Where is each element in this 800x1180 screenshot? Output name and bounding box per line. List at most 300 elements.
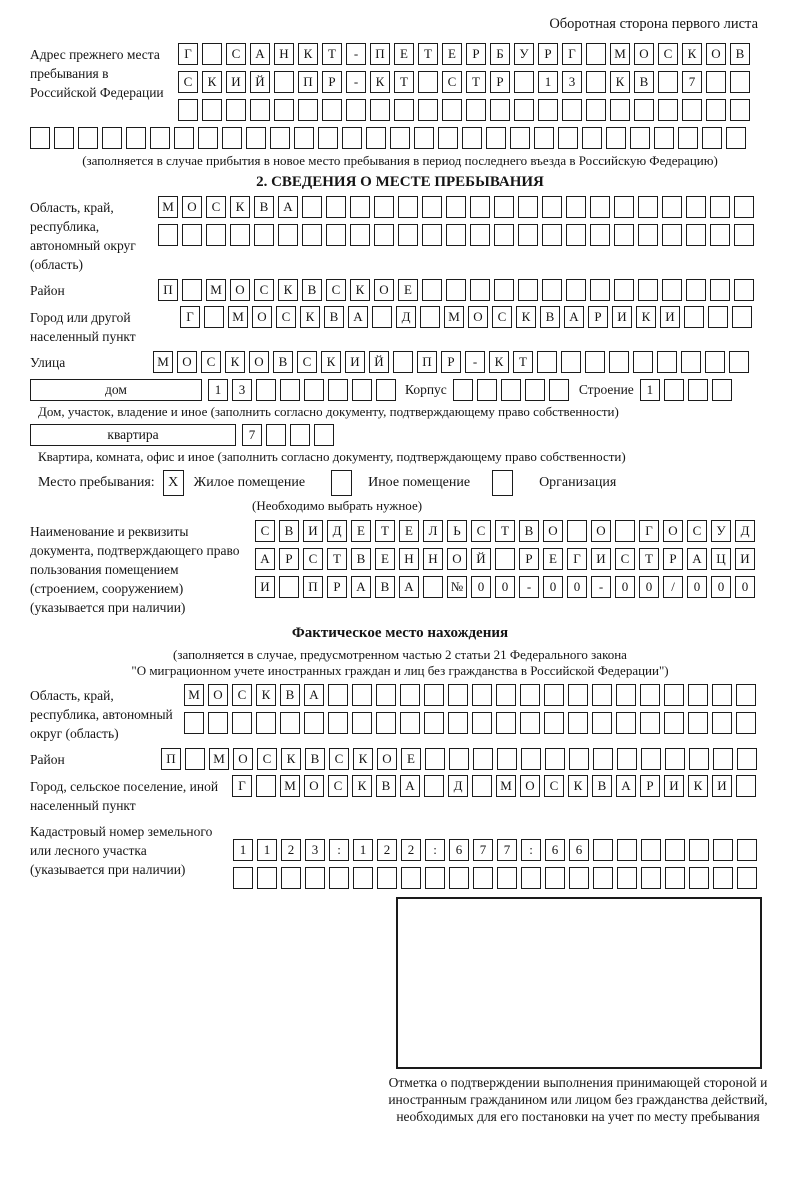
char-cell[interactable]: С	[206, 196, 226, 218]
char-cell[interactable]	[730, 71, 750, 93]
checkbox-other-premises[interactable]	[331, 470, 352, 496]
char-cell[interactable]	[641, 748, 661, 770]
char-cell[interactable]: Т	[418, 43, 438, 65]
char-cell[interactable]	[246, 127, 266, 149]
char-cell[interactable]	[446, 224, 466, 246]
char-cell[interactable]	[318, 127, 338, 149]
char-cell[interactable]: С	[255, 520, 275, 542]
char-cell[interactable]	[424, 775, 444, 797]
char-cell[interactable]: С	[178, 71, 198, 93]
char-cell[interactable]: Ь	[447, 520, 467, 542]
char-cell[interactable]	[184, 712, 204, 734]
char-cell[interactable]: Н	[399, 548, 419, 570]
char-cell[interactable]: 0	[471, 576, 491, 598]
char-cell[interactable]	[497, 748, 517, 770]
char-cell[interactable]: Б	[490, 43, 510, 65]
char-cell[interactable]	[278, 224, 298, 246]
char-cell[interactable]	[590, 224, 610, 246]
char-cell[interactable]	[737, 867, 757, 889]
char-cell[interactable]: Л	[423, 520, 443, 542]
char-cell[interactable]: Г	[639, 520, 659, 542]
char-cell[interactable]: 0	[711, 576, 731, 598]
char-cell[interactable]	[206, 224, 226, 246]
char-cell[interactable]	[150, 127, 170, 149]
char-cell[interactable]	[710, 279, 730, 301]
char-cell[interactable]	[610, 99, 630, 121]
char-cell[interactable]	[422, 224, 442, 246]
char-cell[interactable]	[490, 99, 510, 121]
char-cell[interactable]: /	[663, 576, 683, 598]
char-cell[interactable]: 2	[401, 839, 421, 861]
char-cell[interactable]	[256, 775, 276, 797]
char-cell[interactable]: :	[329, 839, 349, 861]
char-cell[interactable]	[616, 712, 636, 734]
char-cell[interactable]: В	[376, 775, 396, 797]
char-cell[interactable]	[537, 351, 557, 373]
char-cell[interactable]: У	[514, 43, 534, 65]
char-cell[interactable]	[501, 379, 521, 401]
char-cell[interactable]: Е	[401, 748, 421, 770]
char-cell[interactable]: П	[417, 351, 437, 373]
char-cell[interactable]	[689, 839, 709, 861]
checkbox-residential[interactable]: X	[163, 470, 184, 496]
char-cell[interactable]	[585, 351, 605, 373]
char-cell[interactable]: Р	[466, 43, 486, 65]
char-cell[interactable]	[298, 99, 318, 121]
char-cell[interactable]	[726, 127, 746, 149]
char-cell[interactable]	[420, 306, 440, 328]
char-cell[interactable]	[590, 279, 610, 301]
char-cell[interactable]: В	[375, 576, 395, 598]
char-cell[interactable]: С	[297, 351, 317, 373]
char-cell[interactable]	[398, 224, 418, 246]
char-cell[interactable]	[353, 867, 373, 889]
char-cell[interactable]	[376, 379, 396, 401]
char-cell[interactable]	[521, 748, 541, 770]
char-cell[interactable]	[592, 712, 612, 734]
char-cell[interactable]: -	[346, 71, 366, 93]
char-cell[interactable]: 3	[562, 71, 582, 93]
char-cell[interactable]: К	[682, 43, 702, 65]
char-cell[interactable]: К	[516, 306, 536, 328]
char-cell[interactable]	[232, 712, 252, 734]
char-cell[interactable]	[518, 279, 538, 301]
char-cell[interactable]	[222, 127, 242, 149]
char-cell[interactable]	[370, 99, 390, 121]
char-cell[interactable]	[202, 99, 222, 121]
char-cell[interactable]: О	[177, 351, 197, 373]
char-cell[interactable]	[374, 196, 394, 218]
char-cell[interactable]	[400, 684, 420, 706]
char-cell[interactable]	[473, 748, 493, 770]
char-cell[interactable]	[182, 224, 202, 246]
char-cell[interactable]	[250, 99, 270, 121]
char-cell[interactable]: Р	[588, 306, 608, 328]
char-cell[interactable]: К	[352, 775, 372, 797]
char-cell[interactable]	[640, 684, 660, 706]
char-cell[interactable]	[544, 684, 564, 706]
char-cell[interactable]: С	[257, 748, 277, 770]
char-cell[interactable]	[514, 99, 534, 121]
char-cell[interactable]: 1	[233, 839, 253, 861]
char-cell[interactable]	[520, 684, 540, 706]
char-cell[interactable]	[329, 867, 349, 889]
char-cell[interactable]	[689, 748, 709, 770]
char-cell[interactable]: Г	[180, 306, 200, 328]
char-cell[interactable]	[281, 867, 301, 889]
char-cell[interactable]	[449, 867, 469, 889]
char-cell[interactable]: С	[303, 548, 323, 570]
char-cell[interactable]: Г	[567, 548, 587, 570]
char-cell[interactable]	[54, 127, 74, 149]
char-cell[interactable]: Д	[327, 520, 347, 542]
char-cell[interactable]: К	[298, 43, 318, 65]
char-cell[interactable]: М	[209, 748, 229, 770]
char-cell[interactable]: :	[521, 839, 541, 861]
char-cell[interactable]	[422, 196, 442, 218]
char-cell[interactable]	[593, 748, 613, 770]
char-cell[interactable]	[736, 712, 756, 734]
char-cell[interactable]	[280, 379, 300, 401]
char-cell[interactable]	[510, 127, 530, 149]
char-cell[interactable]: С	[201, 351, 221, 373]
char-cell[interactable]	[521, 867, 541, 889]
char-cell[interactable]	[270, 127, 290, 149]
char-cell[interactable]	[710, 224, 730, 246]
char-cell[interactable]: К	[353, 748, 373, 770]
char-cell[interactable]	[274, 99, 294, 121]
char-cell[interactable]: 0	[495, 576, 515, 598]
char-cell[interactable]	[102, 127, 122, 149]
char-cell[interactable]	[233, 867, 253, 889]
char-cell[interactable]: В	[730, 43, 750, 65]
char-cell[interactable]	[567, 520, 587, 542]
char-cell[interactable]: С	[615, 548, 635, 570]
char-cell[interactable]	[593, 839, 613, 861]
char-cell[interactable]	[350, 224, 370, 246]
char-cell[interactable]	[326, 196, 346, 218]
char-cell[interactable]	[472, 775, 492, 797]
char-cell[interactable]: О	[706, 43, 726, 65]
char-cell[interactable]	[398, 196, 418, 218]
char-cell[interactable]	[713, 867, 733, 889]
char-cell[interactable]: В	[351, 548, 371, 570]
char-cell[interactable]	[549, 379, 569, 401]
char-cell[interactable]	[178, 99, 198, 121]
char-cell[interactable]: С	[226, 43, 246, 65]
char-cell[interactable]	[710, 196, 730, 218]
char-cell[interactable]	[614, 196, 634, 218]
char-cell[interactable]	[633, 351, 653, 373]
char-cell[interactable]	[730, 99, 750, 121]
char-cell[interactable]: У	[711, 520, 731, 542]
char-cell[interactable]: О	[468, 306, 488, 328]
char-cell[interactable]: Р	[441, 351, 461, 373]
char-cell[interactable]	[472, 684, 492, 706]
char-cell[interactable]	[688, 684, 708, 706]
char-cell[interactable]: Т	[322, 43, 342, 65]
char-cell[interactable]: А	[278, 196, 298, 218]
char-cell[interactable]	[328, 379, 348, 401]
char-cell[interactable]: К	[321, 351, 341, 373]
char-cell[interactable]	[640, 712, 660, 734]
char-cell[interactable]: В	[592, 775, 612, 797]
char-cell[interactable]: Р	[663, 548, 683, 570]
char-cell[interactable]	[254, 224, 274, 246]
char-cell[interactable]	[497, 867, 517, 889]
char-cell[interactable]: И	[664, 775, 684, 797]
char-cell[interactable]	[423, 576, 443, 598]
char-cell[interactable]	[705, 351, 725, 373]
char-cell[interactable]: С	[328, 775, 348, 797]
char-cell[interactable]	[438, 127, 458, 149]
char-cell[interactable]: Р	[490, 71, 510, 93]
char-cell[interactable]: Р	[640, 775, 660, 797]
char-cell[interactable]	[494, 196, 514, 218]
char-cell[interactable]: Й	[369, 351, 389, 373]
char-cell[interactable]	[376, 684, 396, 706]
char-cell[interactable]: С	[658, 43, 678, 65]
char-cell[interactable]: Г	[178, 43, 198, 65]
char-cell[interactable]	[496, 712, 516, 734]
char-cell[interactable]	[566, 196, 586, 218]
char-cell[interactable]	[401, 867, 421, 889]
char-cell[interactable]: К	[230, 196, 250, 218]
char-cell[interactable]: М	[610, 43, 630, 65]
char-cell[interactable]: О	[543, 520, 563, 542]
char-cell[interactable]	[614, 224, 634, 246]
char-cell[interactable]: П	[158, 279, 178, 301]
char-cell[interactable]: К	[256, 684, 276, 706]
char-cell[interactable]	[304, 712, 324, 734]
char-cell[interactable]: 0	[615, 576, 635, 598]
char-cell[interactable]: Д	[396, 306, 416, 328]
char-cell[interactable]	[641, 867, 661, 889]
char-cell[interactable]	[322, 99, 342, 121]
char-cell[interactable]	[566, 279, 586, 301]
char-cell[interactable]	[518, 224, 538, 246]
char-cell[interactable]	[634, 99, 654, 121]
apartment-type-box[interactable]: квартира	[30, 424, 236, 446]
house-type-box[interactable]: дом	[30, 379, 202, 401]
char-cell[interactable]: О	[447, 548, 467, 570]
char-cell[interactable]: 1	[208, 379, 228, 401]
char-cell[interactable]	[256, 379, 276, 401]
char-cell[interactable]	[712, 712, 732, 734]
char-cell[interactable]: С	[254, 279, 274, 301]
char-cell[interactable]: 2	[281, 839, 301, 861]
char-cell[interactable]	[566, 224, 586, 246]
char-cell[interactable]	[706, 99, 726, 121]
char-cell[interactable]	[664, 684, 684, 706]
char-cell[interactable]: Р	[519, 548, 539, 570]
char-cell[interactable]: А	[255, 548, 275, 570]
char-cell[interactable]	[376, 712, 396, 734]
char-cell[interactable]: 6	[569, 839, 589, 861]
char-cell[interactable]	[641, 839, 661, 861]
char-cell[interactable]	[30, 127, 50, 149]
char-cell[interactable]	[226, 99, 246, 121]
char-cell[interactable]: В	[634, 71, 654, 93]
char-cell[interactable]: Т	[495, 520, 515, 542]
char-cell[interactable]	[346, 99, 366, 121]
char-cell[interactable]	[453, 379, 473, 401]
char-cell[interactable]	[638, 196, 658, 218]
char-cell[interactable]: С	[544, 775, 564, 797]
char-cell[interactable]: -	[465, 351, 485, 373]
char-cell[interactable]	[448, 684, 468, 706]
char-cell[interactable]: В	[519, 520, 539, 542]
char-cell[interactable]: К	[489, 351, 509, 373]
char-cell[interactable]: А	[304, 684, 324, 706]
char-cell[interactable]	[658, 99, 678, 121]
char-cell[interactable]	[514, 71, 534, 93]
char-cell[interactable]: О	[591, 520, 611, 542]
char-cell[interactable]	[657, 351, 677, 373]
char-cell[interactable]: 3	[305, 839, 325, 861]
char-cell[interactable]: Е	[399, 520, 419, 542]
char-cell[interactable]	[185, 748, 205, 770]
char-cell[interactable]: 1	[353, 839, 373, 861]
char-cell[interactable]: Т	[327, 548, 347, 570]
char-cell[interactable]	[525, 379, 545, 401]
char-cell[interactable]	[472, 712, 492, 734]
char-cell[interactable]: Н	[274, 43, 294, 65]
char-cell[interactable]: С	[492, 306, 512, 328]
char-cell[interactable]	[486, 127, 506, 149]
char-cell[interactable]: М	[206, 279, 226, 301]
char-cell[interactable]	[473, 867, 493, 889]
char-cell[interactable]: Т	[513, 351, 533, 373]
char-cell[interactable]	[204, 306, 224, 328]
char-cell[interactable]	[377, 867, 397, 889]
char-cell[interactable]	[662, 224, 682, 246]
char-cell[interactable]	[390, 127, 410, 149]
char-cell[interactable]	[495, 548, 515, 570]
char-cell[interactable]	[712, 684, 732, 706]
char-cell[interactable]	[665, 867, 685, 889]
char-cell[interactable]: А	[616, 775, 636, 797]
char-cell[interactable]: А	[400, 775, 420, 797]
char-cell[interactable]: И	[612, 306, 632, 328]
char-cell[interactable]	[304, 379, 324, 401]
char-cell[interactable]: Й	[250, 71, 270, 93]
char-cell[interactable]: Е	[394, 43, 414, 65]
char-cell[interactable]: 7	[682, 71, 702, 93]
char-cell[interactable]	[630, 127, 650, 149]
char-cell[interactable]	[422, 279, 442, 301]
char-cell[interactable]	[342, 127, 362, 149]
char-cell[interactable]: К	[370, 71, 390, 93]
char-cell[interactable]	[448, 712, 468, 734]
char-cell[interactable]	[732, 306, 752, 328]
char-cell[interactable]	[542, 279, 562, 301]
char-cell[interactable]	[569, 867, 589, 889]
char-cell[interactable]: М	[444, 306, 464, 328]
char-cell[interactable]: К	[350, 279, 370, 301]
char-cell[interactable]	[616, 684, 636, 706]
char-cell[interactable]: О	[304, 775, 324, 797]
char-cell[interactable]: 2	[377, 839, 397, 861]
char-cell[interactable]	[305, 867, 325, 889]
char-cell[interactable]	[198, 127, 218, 149]
char-cell[interactable]: Е	[442, 43, 462, 65]
char-cell[interactable]	[638, 224, 658, 246]
char-cell[interactable]: 1	[538, 71, 558, 93]
char-cell[interactable]	[202, 43, 222, 65]
char-cell[interactable]: О	[374, 279, 394, 301]
char-cell[interactable]	[542, 196, 562, 218]
char-cell[interactable]	[614, 279, 634, 301]
char-cell[interactable]: 0	[687, 576, 707, 598]
char-cell[interactable]	[734, 224, 754, 246]
char-cell[interactable]: С	[326, 279, 346, 301]
char-cell[interactable]: В	[279, 520, 299, 542]
char-cell[interactable]	[294, 127, 314, 149]
char-cell[interactable]	[713, 839, 733, 861]
char-cell[interactable]	[366, 127, 386, 149]
char-cell[interactable]	[470, 279, 490, 301]
char-cell[interactable]	[737, 839, 757, 861]
char-cell[interactable]	[414, 127, 434, 149]
char-cell[interactable]	[562, 99, 582, 121]
char-cell[interactable]	[568, 684, 588, 706]
char-cell[interactable]: А	[250, 43, 270, 65]
char-cell[interactable]: С	[232, 684, 252, 706]
char-cell[interactable]: Т	[375, 520, 395, 542]
char-cell[interactable]: О	[252, 306, 272, 328]
char-cell[interactable]: О	[520, 775, 540, 797]
char-cell[interactable]: Т	[466, 71, 486, 93]
char-cell[interactable]: Й	[471, 548, 491, 570]
char-cell[interactable]	[442, 99, 462, 121]
char-cell[interactable]	[418, 99, 438, 121]
char-cell[interactable]	[538, 99, 558, 121]
char-cell[interactable]	[586, 43, 606, 65]
char-cell[interactable]	[688, 712, 708, 734]
char-cell[interactable]	[617, 867, 637, 889]
char-cell[interactable]	[688, 379, 708, 401]
char-cell[interactable]	[424, 712, 444, 734]
char-cell[interactable]	[425, 867, 445, 889]
char-cell[interactable]	[280, 712, 300, 734]
char-cell[interactable]	[518, 196, 538, 218]
char-cell[interactable]	[545, 867, 565, 889]
char-cell[interactable]	[544, 712, 564, 734]
char-cell[interactable]: И	[735, 548, 755, 570]
char-cell[interactable]	[394, 99, 414, 121]
char-cell[interactable]: К	[300, 306, 320, 328]
char-cell[interactable]	[729, 351, 749, 373]
char-cell[interactable]	[520, 712, 540, 734]
char-cell[interactable]: В	[273, 351, 293, 373]
char-cell[interactable]: А	[348, 306, 368, 328]
char-cell[interactable]	[665, 839, 685, 861]
char-cell[interactable]	[350, 196, 370, 218]
char-cell[interactable]	[665, 748, 685, 770]
char-cell[interactable]	[586, 71, 606, 93]
char-cell[interactable]	[658, 71, 678, 93]
char-cell[interactable]	[534, 127, 554, 149]
char-cell[interactable]: М	[496, 775, 516, 797]
char-cell[interactable]: О	[208, 684, 228, 706]
char-cell[interactable]: О	[230, 279, 250, 301]
char-cell[interactable]: К	[610, 71, 630, 93]
char-cell[interactable]	[713, 748, 733, 770]
char-cell[interactable]	[158, 224, 178, 246]
char-cell[interactable]	[689, 867, 709, 889]
char-cell[interactable]: О	[249, 351, 269, 373]
